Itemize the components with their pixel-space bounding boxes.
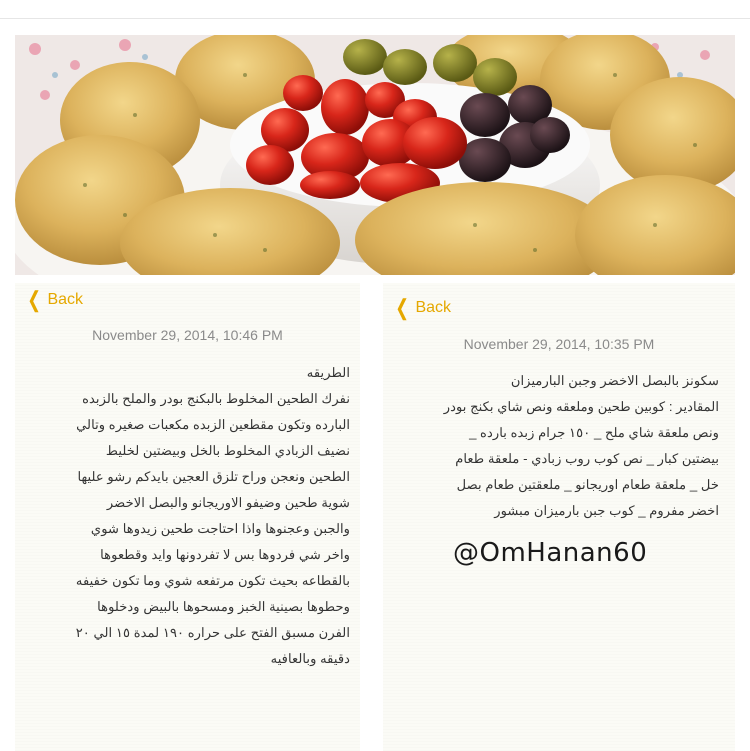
note-body[interactable]: [393, 368, 719, 524]
note-line: دقيقه وبالعافيه: [270, 651, 350, 666]
note-panel-left: [15, 283, 360, 751]
note-line: المقادير : كوبين طحين وملعقه ونص شاي بكنج بودر: [443, 399, 719, 414]
back-button-right[interactable]: [393, 295, 452, 320]
note-line: نضيف الزبادي المخلوط بالخل وبيضتين لخليط: [105, 443, 350, 458]
note-line: اخضر مفروم _ كوب جبن بارميزان مبشور: [494, 503, 719, 518]
note-line: خل _ ملعقة طعام اوريجانو _ ملعقتين طعام بصل: [456, 477, 719, 492]
note-panel-right: [383, 283, 735, 751]
note-line: سكونز بالبصل الاخضر وجبن البارميزان: [510, 373, 719, 388]
chevron-left-icon: ❮: [395, 295, 410, 320]
back-button-left[interactable]: [25, 287, 84, 312]
note-line: الفرن مسبق الفتح على حراره ١٩٠ لمدة ١٥ الي ٢٠: [75, 625, 350, 640]
note-line: واخر شي فردوها بس لا تفردونها وايد وقطعوها: [100, 547, 350, 562]
author-handle: @OmHanan60: [453, 538, 648, 568]
chevron-left-icon: ❮: [27, 287, 42, 312]
note-line: الطحين ونعجن وراح تلزق العجين بايدكم رشو عليها: [77, 469, 350, 484]
top-divider: [0, 18, 750, 19]
note-line: البارده وتكون مقطعين الزبده مكعبات صغيره وتالي: [76, 417, 350, 432]
note-line: ونص ملعقة شاي ملح _ ١٥٠ جرام زبده بارده _: [469, 425, 719, 440]
note-line: وحطوها بصينية الخبز ومسحوها بالبيض ودخلوها: [97, 599, 350, 614]
food-photo: [15, 35, 735, 275]
note-date: November 29, 2014, 10:46 PM: [92, 327, 283, 343]
back-label: Back: [415, 299, 452, 316]
note-line: والجبن وعجنوها واذا احتاجت طحين زيدوها شوي: [90, 521, 350, 536]
note-line: نفرك الطحين المخلوط بالبكنج بودر والملح بالزبده: [82, 391, 350, 406]
note-line: بيضتين كبار _ نص كوب روب زبادي - ملعقة طعام: [455, 451, 719, 466]
back-label: Back: [47, 291, 84, 308]
note-line: الطريقه: [306, 365, 350, 380]
note-line: بالقطاعه بحيث تكون مرتفعه شوي وما تكون خفيفه: [75, 573, 350, 588]
note-date: November 29, 2014, 10:35 PM: [463, 336, 655, 352]
note-body[interactable]: [29, 360, 350, 672]
note-line: شوية طحين وضيفو الاوريجانو والبصل الاخضر: [106, 495, 350, 510]
